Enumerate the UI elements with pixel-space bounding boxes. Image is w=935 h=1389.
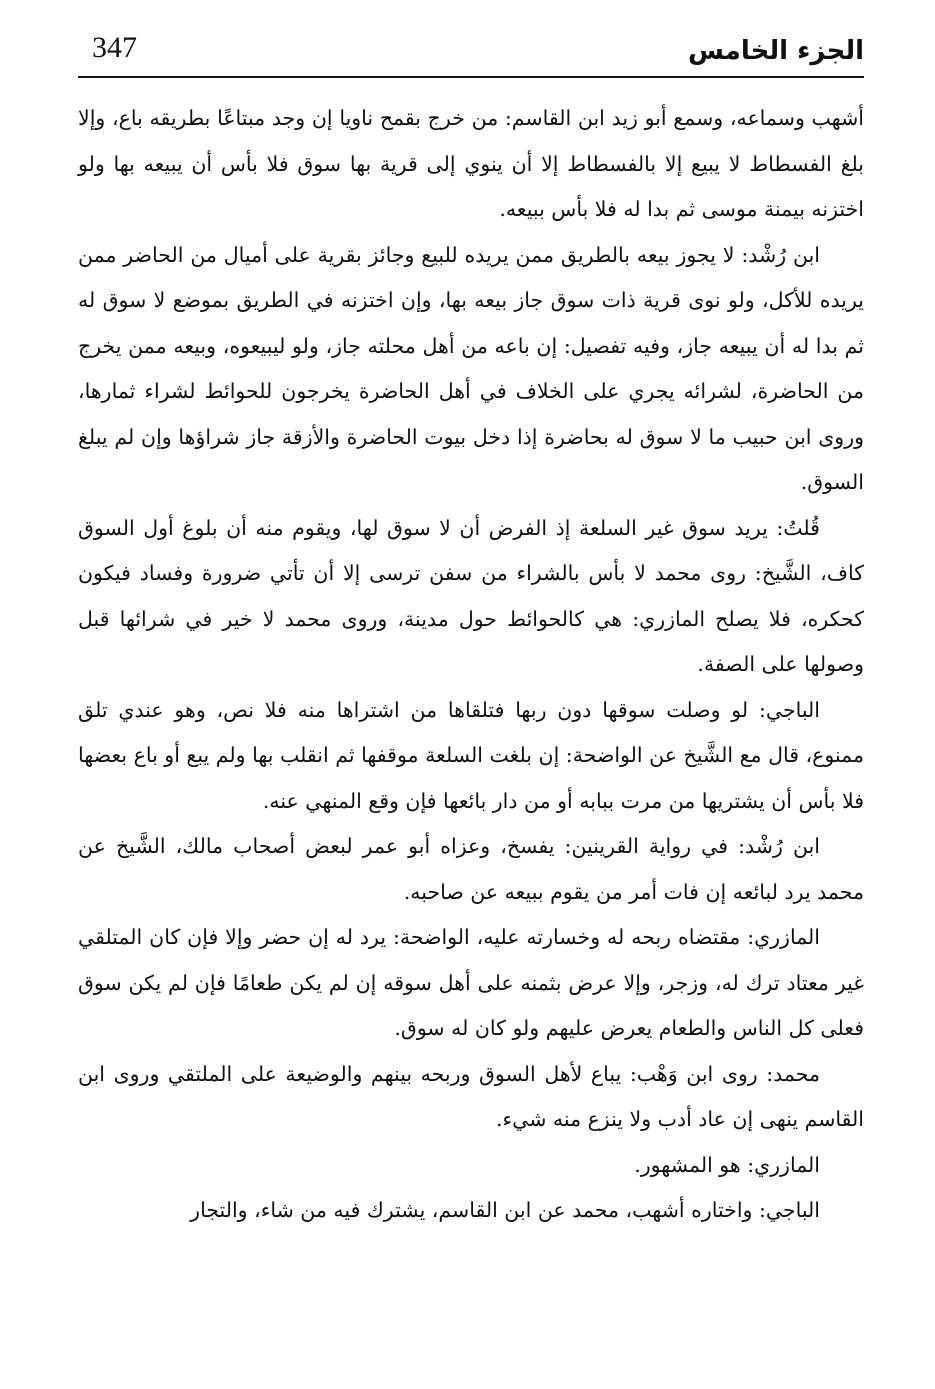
- page-number: 347: [92, 31, 137, 64]
- header-rule: [78, 76, 864, 78]
- paragraph: أشهب وسماعه، وسمع أبو زيد ابن القاسم: من خرج بقمح ناويا إن وجد مبتاعًا بطريقه باع، وإلا بلغ الفسطاط لا يبيع إلا بالفسطاط إلا أن ينوي إلى قرية بها سوق فلا بأس أن يبيعه بها ولو اختزنه بيمنة موسى ثم بدا له فلا بأس ببيعه.: [78, 106, 864, 221]
- paragraph: الباجي: لو وصلت سوقها دون ربها فتلقاها من اشتراها منه فلا نص، وهو عندي تلق ممنوع، قال مع الشَّيخ عن الواضحة: إن بلغت السلعة موقفها ثم انقلب بها ولم يبع أو باع بعضها فلا بأس أن يشتريها من مرت ببابه أو من دار بائعها فإن وقع المنهي عنه.: [78, 697, 864, 813]
- page-header: [78, 28, 864, 78]
- paragraph: المازري: هو المشهور.: [634, 1152, 820, 1177]
- body-text: [78, 96, 864, 1234]
- paragraph: قُلتُ: يريد سوق غير السلعة إذ الفرض أن لا سوق لها، ويقوم منه أن بلوغ أول السوق كاف، الشَّيخ: روى محمد لا بأس بالشراء من سفن ترسى إلا أن تأتي ضرورة وفساد فيكون كحكره، فلا يصلح المازري: هي كالحوائط حول مدينة، وروى محمد لا خير في شرائها قبل وصولها على الصفة.: [78, 515, 864, 676]
- paragraph: محمد: روى ابن وَهْب: يباع لأهل السوق وربحه بينهم والوضيعة على الملتقي وروى ابن القاسم ينهى إن عاد أدب ولا ينزع منه شيء.: [78, 1061, 864, 1131]
- running-title: الجزء الخامس: [688, 36, 864, 66]
- paragraph: ابن رُشْد: لا يجوز بيعه بالطريق ممن يريده للبيع وجائز بقرية على أميال من الحاضر ممن يريده للأكل، ولو نوى قرية ذات سوق جاز بيعه بها، وإن اختزنه في الطريق بموضع لا سوق له ثم بدا له أن يبيعه جاز، وفيه تفصيل: إن باعه من أهل محلته جاز، ولو ليبيعوه، وبيعه ممن يخرج من الحاضرة، لشرائه يجري على الخلاف في أهل الحاضرة يخرجون للحوائط لشراء ثمارها، وروى ابن حبيب ما لا سوق له بحاضرة إذا دخل بيوت الحاضرة والأزقة جاز شراؤها وإن لم يبلغ السوق.: [78, 242, 864, 494]
- paragraph: المازري: مقتضاه ربحه له وخسارته عليه، الواضحة: يرد له إن حضر وإلا فإن كان المتلقي غير معتاد ترك له، وزجر، وإلا عرض بثمنه على أهل سوقه إن لم يكن طعامًا فإن لم يكن سوق فعلى كل الناس والطعام يعرض عليهم ولو كان له سوق.: [78, 925, 864, 1040]
- paragraph: الباجي: واختاره أشهب، محمد عن ابن القاسم، يشترك فيه من شاء، والتجار: [190, 1198, 820, 1222]
- paragraph: ابن رُشْد: في رواية القرينين: يفسخ، وعزاه أبو عمر لبعض أصحاب مالك، الشَّيخ عن محمد يرد لبائعه إن فات أمر من يقوم ببيعه عن صاحبه.: [78, 834, 864, 904]
